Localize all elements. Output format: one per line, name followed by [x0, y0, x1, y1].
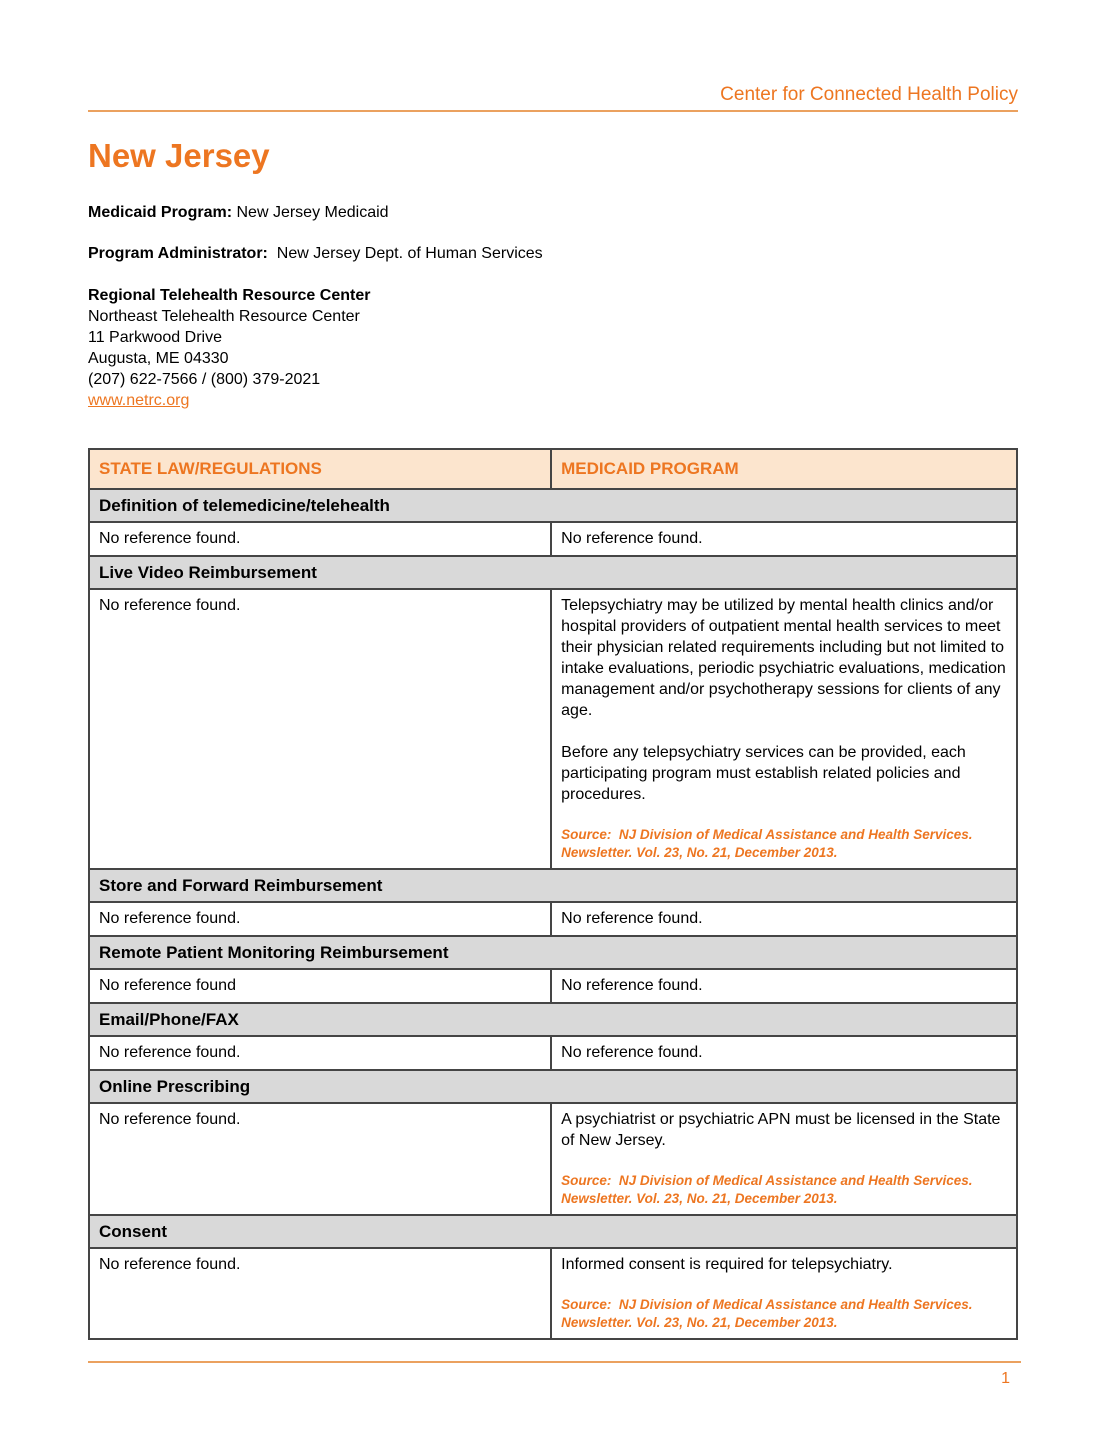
medicaid-program-label: Medicaid Program: [88, 204, 233, 221]
program-admin-label: Program Administrator: [88, 245, 268, 262]
section-header-row [89, 869, 1017, 902]
source-citation: Source: NJ Division of Medical Assistance and Health Services. Newsletter. Vol. 23, No. 21, December 2013. [561, 1173, 977, 1206]
content-row [89, 969, 1017, 1003]
rtrc-heading: Regional Telehealth Resource Center [88, 287, 371, 304]
column-header-medicaid: MEDICAID PROGRAM [551, 449, 1017, 489]
section-header-row [89, 556, 1017, 589]
content-row [89, 1103, 1017, 1215]
cell-paragraph: Before any telepsychiatry services can be provided, each participating program must establish related policies and procedures. [561, 744, 966, 803]
page-number: 1 [1001, 1370, 1010, 1387]
section-heading: Store and Forward Reimbursement [89, 869, 1017, 902]
section-heading: Definition of telemedicine/telehealth [89, 489, 1017, 522]
section-header-row [89, 1215, 1017, 1248]
policy-table [88, 448, 1018, 1340]
content-row [89, 1248, 1017, 1339]
content-row [89, 522, 1017, 556]
section-header-row [89, 489, 1017, 522]
header-brand: Center for Connected Health Policy [720, 84, 1018, 105]
cell-paragraph: No reference found. [99, 530, 241, 547]
source-citation: Source: NJ Division of Medical Assistance and Health Services. Newsletter. Vol. 23, No. 21, December 2013. [561, 827, 977, 860]
rtrc-website-link[interactable]: www.netrc.org [88, 392, 190, 409]
medicaid-cell [551, 1103, 1017, 1215]
rtrc-phones: (207) 622-7566 / (800) 379-2021 [88, 371, 321, 388]
medicaid-cell [551, 522, 1017, 556]
section-heading: Email/Phone/FAX [89, 1003, 1017, 1036]
content-row [89, 1036, 1017, 1070]
telehealth-resource-center-block [88, 285, 1018, 411]
header-rule [88, 110, 1018, 112]
cell-paragraph: No reference found. [561, 1044, 703, 1061]
rtrc-street: 11 Parkwood Drive [88, 329, 222, 346]
cell-paragraph: No reference found. [99, 597, 241, 614]
table-header-row [89, 449, 1017, 489]
section-header-row [89, 936, 1017, 969]
section-heading: Live Video Reimbursement [89, 556, 1017, 589]
section-header-row [89, 1003, 1017, 1036]
medicaid-cell [551, 1036, 1017, 1070]
program-admin-value: New Jersey Dept. of Human Services [276, 245, 543, 262]
cell-paragraph: Telepsychiatry may be utilized by mental health clinics and/or hospital providers of outpatient mental health services to meet their physician related requirements including but not limited to intake evaluations, periodic psychiatric evaluations, medication management and/or psychotherapy sessions for clients of any age. [561, 597, 1006, 719]
section-heading: Consent [89, 1215, 1017, 1248]
state-law-cell [89, 969, 551, 1003]
source-citation: Source: NJ Division of Medical Assistance and Health Services. Newsletter. Vol. 23, No. 21, December 2013. [561, 1297, 977, 1330]
medicaid-cell [551, 1248, 1017, 1339]
content-row [89, 902, 1017, 936]
program-admin-line [88, 243, 1018, 264]
cell-paragraph: No reference found. [561, 910, 703, 927]
state-law-cell [89, 522, 551, 556]
cell-paragraph: No reference found [99, 977, 236, 994]
cell-paragraph: A psychiatrist or psychiatric APN must be licensed in the State of New Jersey. [561, 1111, 1001, 1149]
column-header-state-law: STATE LAW/REGULATIONS [89, 449, 551, 489]
medicaid-cell [551, 902, 1017, 936]
cell-paragraph: No reference found. [99, 910, 241, 927]
content-row [89, 589, 1017, 869]
page-title: New Jersey [88, 137, 270, 174]
cell-paragraph: No reference found. [99, 1044, 241, 1061]
rtrc-city-state: Augusta, ME 04330 [88, 350, 229, 367]
state-law-cell [89, 1248, 551, 1339]
cell-paragraph: No reference found. [561, 977, 703, 994]
medicaid-cell [551, 589, 1017, 869]
cell-paragraph: No reference found. [99, 1111, 241, 1128]
medicaid-program-value: New Jersey Medicaid [236, 204, 389, 221]
section-header-row [89, 1070, 1017, 1103]
section-heading: Remote Patient Monitoring Reimbursement [89, 936, 1017, 969]
medicaid-program-line [88, 202, 1018, 223]
section-heading: Online Prescribing [89, 1070, 1017, 1103]
state-law-cell [89, 1103, 551, 1215]
cell-paragraph: No reference found. [99, 1256, 241, 1273]
state-law-cell [89, 902, 551, 936]
medicaid-cell [551, 969, 1017, 1003]
cell-paragraph: Informed consent is required for telepsychiatry. [561, 1256, 893, 1273]
state-law-cell [89, 1036, 551, 1070]
cell-paragraph: No reference found. [561, 530, 703, 547]
state-law-cell [89, 589, 551, 869]
footer-rule [88, 1361, 1021, 1363]
rtrc-org-name: Northeast Telehealth Resource Center [88, 308, 360, 325]
